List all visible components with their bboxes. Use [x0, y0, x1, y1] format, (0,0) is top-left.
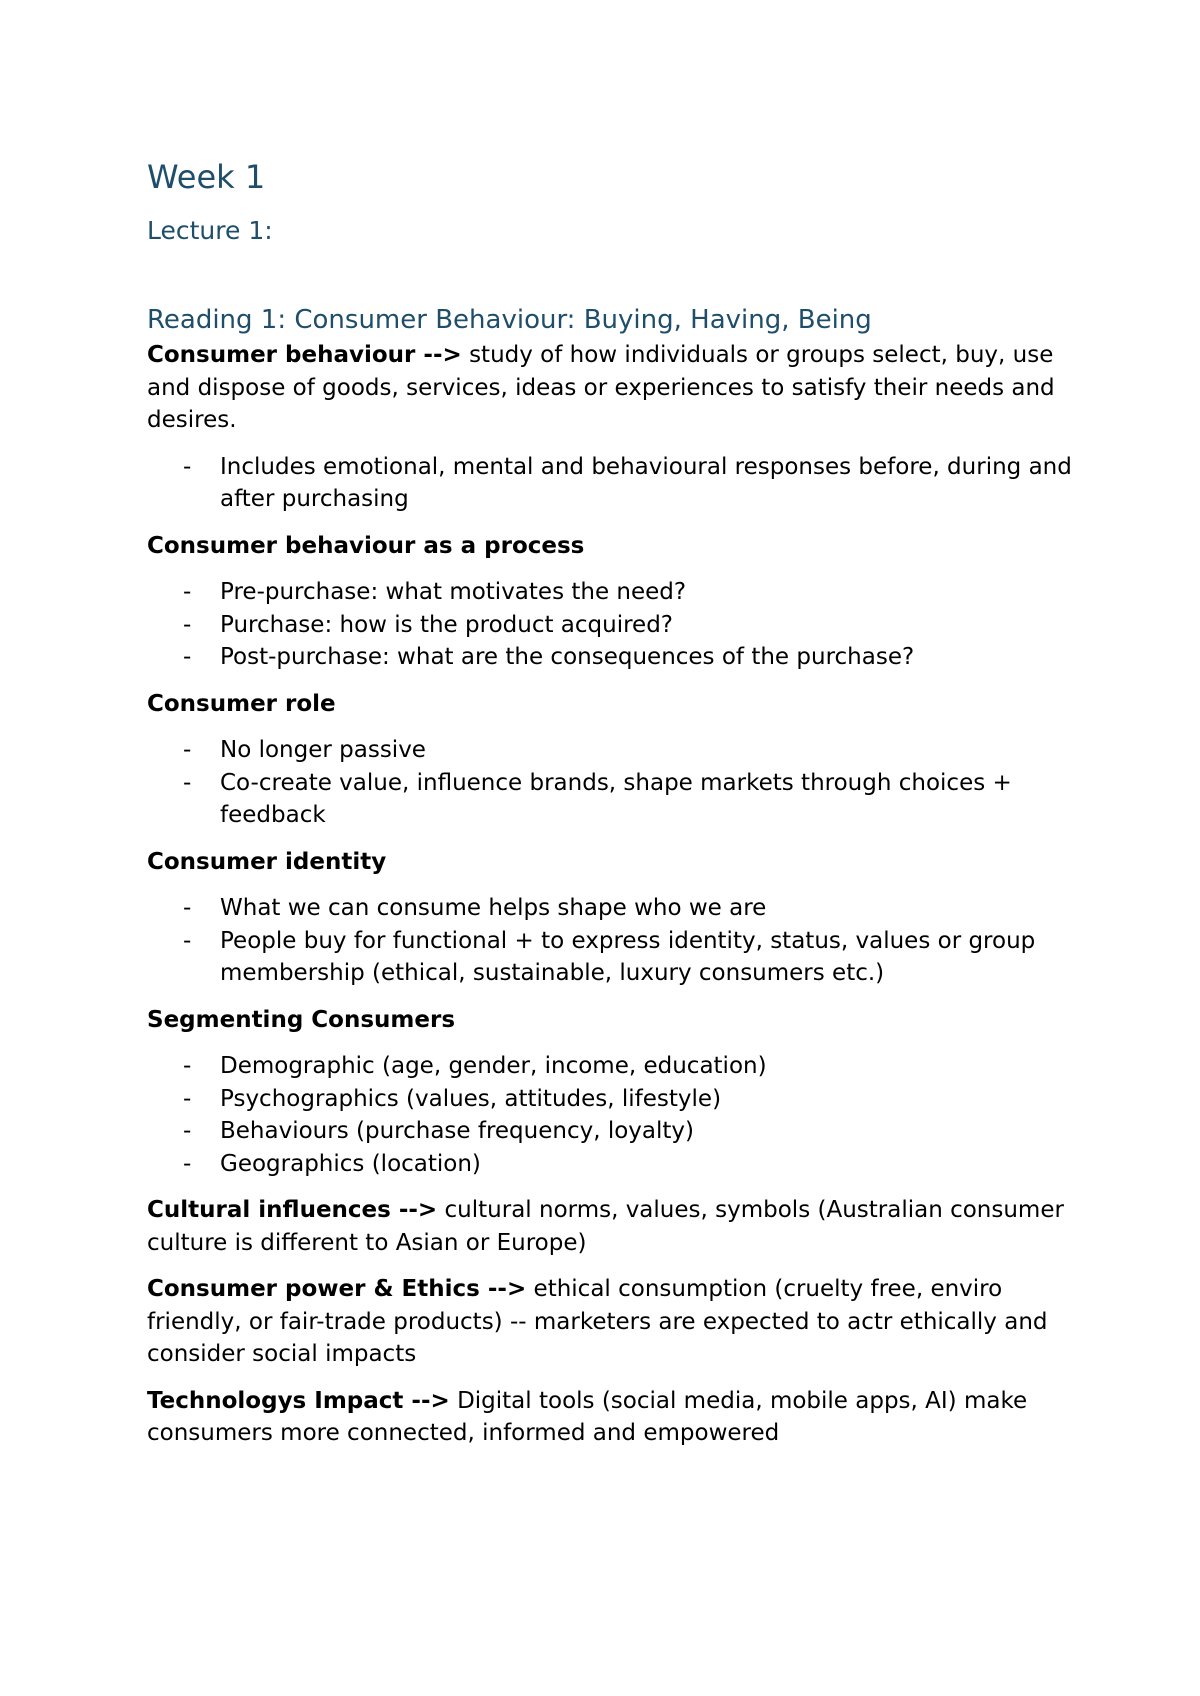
list-item: - Includes emotional, mental and behavioural responses before, during and after purchasing [147, 451, 1080, 516]
role-list [147, 734, 1080, 832]
ethics-paragraph [147, 1273, 1080, 1371]
technology-paragraph [147, 1385, 1080, 1450]
consumer-behaviour-text: study of how individuals or groups select, buy, use and dispose of goods, services, ideas or experiences to satisfy their needs and desires. [147, 342, 1055, 433]
process-list [147, 576, 1080, 674]
reading-title: Reading 1: Consumer Behaviour: Buying, Having, Being [147, 305, 872, 335]
technology-text: Digital tools (social media, mobile apps, AI) make consumers more connected, informed and empowered [147, 1387, 1028, 1446]
week-title: Week 1 [147, 158, 266, 196]
segmenting-list [147, 1050, 1080, 1180]
consumer-behaviour-definition [147, 339, 1080, 437]
identity-heading: Consumer identity [147, 848, 387, 875]
cultural-influences-paragraph [147, 1194, 1080, 1259]
list-item: - Co-create value, influence brands, shape markets through choices + feedback [147, 767, 1080, 832]
list-item: - Behaviours (purchase frequency, loyalty) [147, 1115, 1080, 1148]
process-heading: Consumer behaviour as a process [147, 532, 585, 559]
list-item: - Psychographics (values, attitudes, lifestyle) [147, 1083, 1080, 1116]
list-item: - No longer passive [147, 734, 1080, 767]
list-item: - What we can consume helps shape who we are [147, 892, 1080, 925]
consumer-behaviour-term: Consumer behaviour --> [147, 342, 462, 368]
list-item: - People buy for functional + to express identity, status, values or group membership (ethical, sustainable, luxury consumers etc.) [147, 925, 1080, 990]
list-item: - Post-purchase: what are the consequences of the purchase? [147, 641, 1080, 674]
cultural-influences-term: Cultural influences --> [147, 1197, 438, 1223]
cultural-influences-text: cultural norms, values, symbols (Australian consumer culture is different to Asian or Europe) [147, 1197, 1064, 1256]
consumer-behaviour-list [147, 451, 1080, 516]
list-item: - Pre-purchase: what motivates the need? [147, 576, 1080, 609]
lecture-title: Lecture 1: [147, 216, 273, 245]
role-heading: Consumer role [147, 690, 336, 717]
list-item: - Geographics (location) [147, 1148, 1080, 1181]
identity-list [147, 892, 1080, 990]
segmenting-heading: Segmenting Consumers [147, 1006, 456, 1033]
ethics-term: Consumer power & Ethics --> [147, 1276, 527, 1302]
list-item: - Demographic (age, gender, income, education) [147, 1050, 1080, 1083]
ethics-text: ethical consumption (cruelty free, enviro friendly, or fair-trade products) -- marketers are expected to actr ethically and consider social impacts [147, 1276, 1048, 1367]
list-item: - Purchase: how is the product acquired? [147, 609, 1080, 642]
technology-term: Technologys Impact --> [147, 1387, 450, 1414]
